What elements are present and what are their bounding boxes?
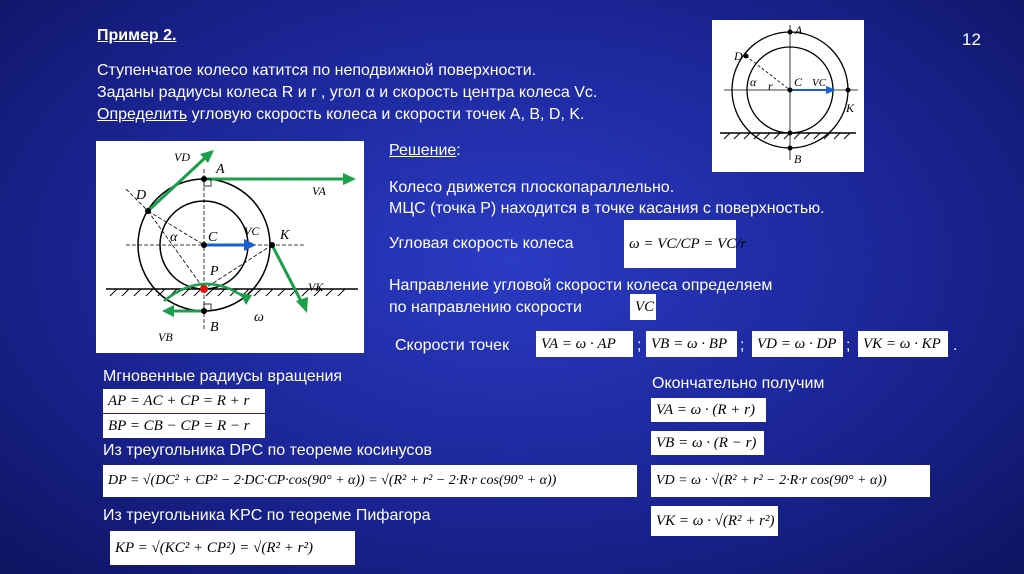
label-C: C [208, 230, 218, 245]
vk-formula: VK = ω · KP [858, 331, 948, 357]
solution-heading [389, 141, 461, 161]
separator-1: ; [637, 337, 642, 354]
solution-p2: МЦС (точка P) находится в точке касания с поверхностью. [389, 200, 825, 217]
pythagoras-heading: Из треугольника KPC по теореме Пифагора [103, 507, 431, 524]
label-vd: VD [174, 150, 190, 164]
final-heading: Окончательно получим [652, 375, 825, 392]
intro-line-2: Заданы радиусы колеса R и r , угол α и скорость центра колеса Vc. [97, 84, 598, 101]
label-omega: ω [254, 310, 264, 325]
solution-p1: Колесо движется плоскопараллельно. [389, 179, 675, 196]
page-number: 12 [962, 30, 981, 49]
label-vc: VC [244, 224, 260, 238]
label-vb: VB [158, 330, 173, 344]
label-B: B [210, 320, 219, 335]
label-P: P [210, 264, 219, 279]
small-label-A: A [795, 23, 803, 37]
separator-2: ; [740, 337, 745, 354]
va-final-formula: VA = ω · (R + r) [651, 398, 766, 422]
bp-formula: BP = CB − CP = R − r [103, 414, 265, 438]
vb-formula: VB = ω · BP [646, 331, 737, 357]
slide-title: Пример 2. [97, 27, 177, 44]
solution-heading-text: Решение [389, 142, 457, 159]
wheel-velocity-figure [96, 141, 364, 353]
intro-task: угловую скорость колеса и скорости точек A, B, D, K. [187, 106, 585, 123]
small-label-B: B [794, 152, 802, 166]
vd-final-formula: VD = ω · √(R² + r² − 2·R·r cos(90° + α)) [651, 465, 930, 497]
direction-line-1: Направление угловой скорости колеса определяем [389, 277, 773, 294]
label-va: VA [312, 184, 326, 198]
intro-line-3 [97, 105, 584, 125]
separator-3: ; [846, 337, 851, 354]
small-label-K: K [846, 101, 855, 115]
label-A: A [216, 162, 225, 177]
small-label-vc: VC [812, 77, 827, 89]
small-wheel-figure [712, 20, 864, 172]
vc-symbol: VC [630, 294, 656, 320]
points-velocity-label: Скорости точек [395, 337, 510, 354]
cosine-theorem-heading: Из треугольника DPC по теореме косинусов [103, 442, 432, 459]
solution-heading-colon: : [456, 142, 461, 159]
direction-line-2: по направлению скорости [389, 299, 582, 316]
small-label-D: D [734, 49, 743, 63]
end-period: . [953, 337, 958, 354]
label-D: D [136, 188, 147, 203]
small-label-r: r [768, 79, 773, 93]
va-formula: VA = ω · AP [536, 331, 633, 357]
instant-radii-heading: Мгновенные радиусы вращения [103, 368, 343, 385]
angular-velocity-label: Угловая скорость колеса [389, 235, 574, 252]
dp-formula: DP = √(DC² + CP² − 2·DC·CP·cos(90° + α)) = √(R² + r² − 2·R·r cos(90° + α)) [103, 465, 637, 497]
kp-formula: KP = √(KC² + CP²) = √(R² + r²) [110, 531, 355, 565]
omega-formula: ω = VC/CP = VC/r [624, 220, 736, 268]
label-alpha: α [170, 230, 178, 245]
small-label-C: C [794, 75, 803, 89]
label-K: K [280, 228, 290, 243]
ap-formula: AP = AC + CP = R + r [103, 389, 265, 413]
intro-line-1: Ступенчатое колесо катится по неподвижной поверхности. [97, 62, 537, 79]
intro-determine: Определить [97, 106, 188, 123]
small-label-alpha: α [750, 75, 757, 89]
vd-formula: VD = ω · DP [752, 331, 843, 357]
label-vk: VK [308, 280, 324, 294]
vb-final-formula: VB = ω · (R − r) [651, 431, 764, 455]
vk-final-formula: VK = ω · √(R² + r²) [651, 506, 778, 536]
